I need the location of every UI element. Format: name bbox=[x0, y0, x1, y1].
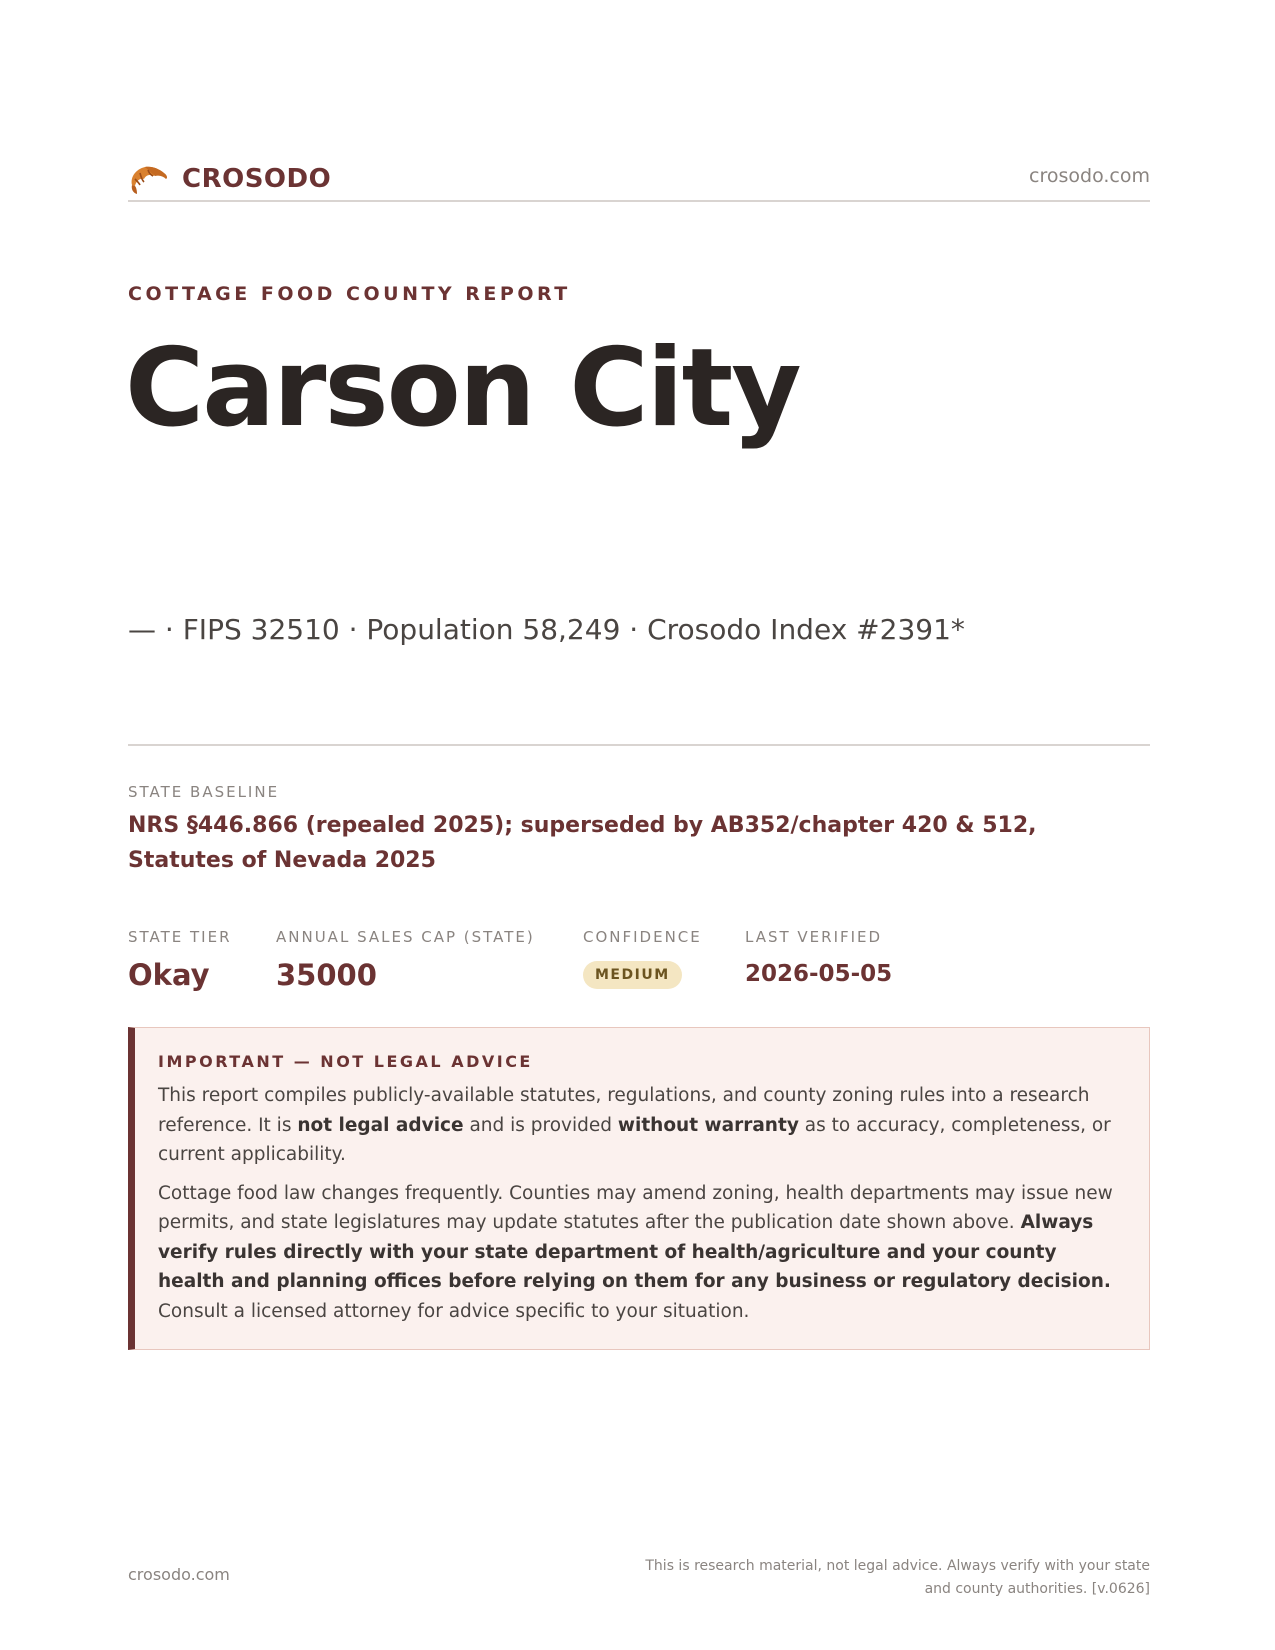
stat-value: Okay bbox=[128, 958, 210, 992]
brand bbox=[128, 161, 331, 197]
stat-confidence bbox=[583, 928, 702, 989]
legal-notice bbox=[128, 1027, 1150, 1350]
stat-last-verified bbox=[745, 928, 892, 987]
page-title: Carson City bbox=[125, 326, 800, 451]
footer-disclaimer: This is research material, not legal advice. Always verify with your state and county authorities. [v.0626] bbox=[645, 1558, 1150, 1597]
stat-label: CONFIDENCE bbox=[583, 928, 702, 946]
header-site-link[interactable]: crosodo.com bbox=[1029, 165, 1150, 187]
notice-paragraph: Cottage food law changes frequently. Counties may amend zoning, health departments may issue new permits, and state legislatures may update statutes after the publication date shown above. Always verify rules directly with your state department of health/agriculture and your county health and planning offices before relying on them for any business or regulatory decision. Consult a licensed attorney for advice specific to your situation. bbox=[158, 1182, 1113, 1322]
page-header bbox=[128, 158, 1150, 202]
notice-paragraph: This report compiles publicly-available statutes, regulations, and county zoning rules into a research reference. It is not legal advice and is provided without warranty as to accuracy, completeness, or current applicability. bbox=[158, 1085, 1111, 1165]
footer-site-link[interactable]: crosodo.com bbox=[128, 1565, 230, 1584]
confidence-badge: MEDIUM bbox=[583, 961, 682, 989]
stat-value: 35000 bbox=[276, 958, 377, 992]
notice-title: IMPORTANT — NOT LEGAL ADVICE bbox=[158, 1052, 533, 1071]
report-page bbox=[125, 0, 1150, 1650]
stat-sales-cap bbox=[276, 928, 535, 992]
report-eyebrow: COTTAGE FOOD COUNTY REPORT bbox=[128, 283, 571, 305]
stat-label: ANNUAL SALES CAP (STATE) bbox=[276, 928, 535, 946]
brand-name: CROSODO bbox=[182, 164, 332, 194]
baseline-value: NRS §446.866 (repealed 2025); superseded by AB352/chapter 420 & 512, Statutes of Nevada 2025 bbox=[128, 813, 1037, 873]
stat-value: 2026-05-05 bbox=[745, 961, 893, 987]
stat-state-tier bbox=[128, 928, 232, 992]
section-divider bbox=[128, 744, 1150, 746]
stat-label: STATE TIER bbox=[128, 928, 232, 946]
croissant-icon bbox=[128, 161, 170, 197]
stat-label: LAST VERIFIED bbox=[745, 928, 883, 946]
county-meta-line: — · FIPS 32510 · Population 58,249 · Crosodo Index #2391* bbox=[128, 613, 965, 646]
baseline-label: STATE BASELINE bbox=[128, 783, 280, 801]
